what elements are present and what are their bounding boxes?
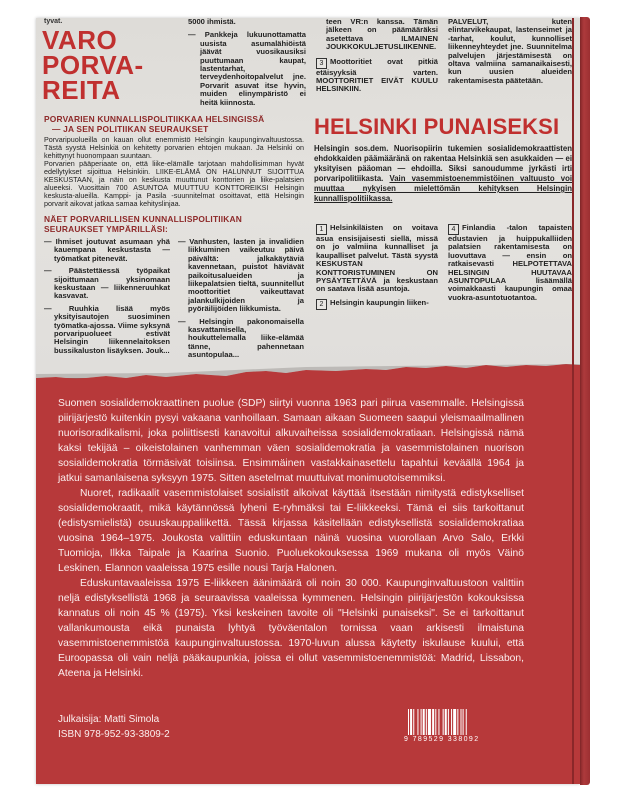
publisher-info bbox=[58, 712, 170, 742]
book-back-cover bbox=[36, 18, 580, 784]
headline-line: REITA bbox=[42, 75, 121, 105]
back-cover-description bbox=[58, 396, 524, 681]
clip-col4-text: PALVELUT, kuten elintarvikekaupat, lastenseimet ja -tarhat, koulut, kunnolliset liikenneyhteydet jne. Suunnitelma palvelujen järjestämisestä on oltava valmiina samanaikaisesti, kun uusien alueiden rakentamisesta päätetään. bbox=[448, 18, 572, 85]
clip-section2-right bbox=[178, 238, 304, 364]
barcode-bar bbox=[448, 709, 449, 735]
barcode-bar bbox=[426, 709, 427, 735]
clip-col-banks bbox=[188, 18, 306, 107]
barcode-bar bbox=[453, 709, 456, 735]
barcode-bar bbox=[410, 709, 412, 735]
section1-paragraph: Porvaripuolueilla on kauan ollut enemmistö Helsingin kaupunginvaltuustossa. Tästä syystä Helsinkiä on kehitetty porvarien ehtojen mukaan. Ja Helsinki on kehittynyt huonompaan suuntaan. bbox=[44, 135, 304, 160]
description-paragraph: Nuoret, radikaalit vasemmistolaiset sosialistit alkoivat käyttää itsestään nimitystä edistykselliset sosialidemokraatit, mikä käytännössä lyheni E-ryhmäksi tai E-liikkeeksi. Tämä ei siis tarkoittanut (edistysmielistä) osuuskauppaliikettä. Tässä kirjassa käsitellään edistyksellistä sosialidemokratiaa vuosina 1964–1975. Joukosta valittiin eduskuntaan näinä vuosina vuorollaan Arvo Salo, Erkki Tuomioja, Ilkka Taipale ja Kaarina Suonio. Puoluekokouksessa 1969 mukana oli myös Väinö Leskinen. Elannon vaaleissa 1975 esille nousi Tarja Halonen. bbox=[58, 488, 524, 574]
isbn: ISBN 978-952-93-3809-2 bbox=[58, 729, 170, 740]
barcode-bar bbox=[417, 709, 418, 735]
barcode-bar bbox=[463, 709, 464, 735]
book-spine bbox=[580, 17, 590, 785]
clip-col-3 bbox=[316, 18, 438, 94]
clip-col3-text: teen VR:n kanssa. Tämän jälkeen on päämääräksi asetettava ILMAINEN JOUKKOKULJETUSLIIKENNE. bbox=[326, 18, 438, 52]
clip-col-4 bbox=[448, 18, 572, 85]
barcode-bar bbox=[435, 709, 436, 735]
clip-bullet: — Päästettäessä työpaikat sijoittumaan yksinomaan keskustaan — liikenneruuhkat kasvavat. bbox=[44, 266, 170, 301]
barcode-bar bbox=[423, 709, 425, 735]
barcode-bar bbox=[438, 709, 439, 735]
description-paragraph: Suomen sosialidemokraattinen puolue (SDP) siirtyi vuonna 1963 pari piirua vasemmalle. Helsingissä piirijärjestö kuitenkin pysyi vakaana vanhoillaan. Samaan aikaan Suomeen saapui yleismaailmallinen nuorisoradikalismi, joka poliittisesti kanavoitui alkuvaiheissa sosialidemokratiaan. Helsingissä nämä kaksi tekijää – oikeistolainen vanhemman väen sosialidemokratia ja vasemmistolainen nuorison sosialidemokratia törmäsivät toisiinsa. Ensimmäinen vastakkainasettelu tapahtui keväällä 1964 ja jatkui samanlaisena syksyyn 1975. Sitten asetelmat muuttuivat monimuotoisemmiksi. bbox=[58, 398, 524, 484]
item-text: Moottoritiet ovat pitkiä etäisyyksiä varten. MOOTTORITIET EIVÄT KUULU HELSINKIIN. bbox=[316, 56, 438, 94]
clip-right-block bbox=[314, 114, 572, 204]
barcode-bar bbox=[451, 709, 452, 735]
headline-helsinki-punaiseksi: HELSINKI PUNAISEKSI bbox=[314, 114, 560, 139]
section1-heading bbox=[44, 114, 304, 134]
barcode-bar bbox=[428, 709, 431, 735]
clip-section-2 bbox=[44, 214, 304, 234]
clip-item-1 bbox=[316, 224, 438, 310]
description-paragraph: Eduskuntavaaleissa 1975 E-liikkeen äänimäärä oli noin 30 000. Kaupunginvaltuustoon valittiin neljä edistyksellistä 1968 ja seuraavissa vaaleissa kymmenen. Helsingin piirijärjestön kokouksissa kannatus oli noin 45 % (1975). Yksi keskeinen tavoite oli "Helsinki punaiseksi". Se ei tarkoittanut vallankumousta eikä punaista lyhtyä työväentalon tornissa vaan arkisesti ilmaistuna vasemmistoenemmistöä kaupunginvaltuustossa. 1970-luvun alussa käytetty iskulause kuului, että Euroopassa oli vain neljä pääkaupunkia, joissa ei ollut vasemmistoenemmistöä: Madrid, Lissabon, Ateena ja Helsinki. bbox=[58, 578, 524, 679]
barcode-bar bbox=[445, 709, 447, 735]
barcode-bar bbox=[443, 709, 444, 735]
section1-paragraph: Porvarien pääperiaate on, että liike-elämälle tarjotaan mahdollisimman hyvät edellytykset sijoittua Helsinkiin. LIIKE-ELÄMÄ ON HALUNNUT SIJOITTUA KESKUSTAAN, ja näin on keskusta muuttunut konttorien ja liike-palatsien alueeksi. Vuosittain 700 ASUNTOA MUUTTUU KONTTOREIKSI Helsingin keskusta-alueilla. Kamppi- ja Pasila -suunnitelmat osoittavat, että Helsingin porvarit aikovat jatkaa samaa kehityslinjaa. bbox=[44, 159, 304, 208]
barcode-bar bbox=[421, 709, 422, 735]
item-number-box: 1 bbox=[316, 224, 327, 235]
barcode-bar bbox=[408, 709, 409, 735]
item-number-box: 2 bbox=[316, 299, 327, 310]
item-text: Finlandia -talon tapaisten edustavien ja huippukalliiden palatsien rakentamisesta on luovuttava — ensin on ratkaisevasti HELPOTETTAVA HELSINGIN HUUTAVAA ASUNTOPULAA lisäämällä voimakkaasti kaupungin omaa vuokra-asuntotuotantoa. bbox=[448, 223, 572, 302]
clip-bullet: — Vanhusten, lasten ja invalidien liikkuminen vaikeutuu päivä päivältä: jalkakäytäviä kavennetaan, puistot häviävät paikoitusalueiden ja liikepalatsien tieltä, suunnitellut moottoritiet vaikeuttavat jalankulkijoiden ja pyöräilijöiden liikkumista. bbox=[178, 237, 304, 314]
heading-line: NÄET PORVARILLISEN KUNNALLISPOLITIIKAN bbox=[44, 214, 243, 224]
item-text: Helsinkiläisten on voitava asua ensisijaisesti siellä, missä on jo valmiina kunnalliset ja kaupalliset palvelut. Tästä syystä KESKUSTAN KONTTORISTUMINEN ON PYSÄYTETTÄVÄ ja keskustaan on saatava lisää asuntoja. bbox=[316, 223, 438, 294]
barcode-bar bbox=[413, 709, 414, 735]
headline-varo-porvareita bbox=[42, 25, 182, 105]
heading-line: — JA SEN POLITIIKAN SEURAUKSET bbox=[52, 124, 209, 134]
clip-fragment-left: tyvat. bbox=[44, 18, 63, 25]
heading-line: PORVARIEN KUNNALLISPOLITIIKKAA HELSINGISSÄ bbox=[44, 114, 265, 124]
item-number-box: 3 bbox=[316, 58, 327, 69]
clip-item-4 bbox=[448, 224, 572, 302]
clip-bullet: — Helsingin pakonomaisella kasvattamisella, houkuttelemalla liike-elämää tänne, pahennetaan asuntopulaa... bbox=[178, 316, 304, 360]
item-number-box: 4 bbox=[448, 224, 459, 235]
clip-bullet: — Ihmiset joutuvat asumaan yhä kauempana keskustasta — työmatkat pitenevät. bbox=[44, 237, 170, 263]
clip-section-1 bbox=[44, 114, 304, 208]
section2-heading bbox=[44, 214, 304, 234]
clip-section2-left bbox=[44, 238, 170, 359]
barcode-number: 9 789529 338092 bbox=[404, 736, 480, 743]
barcode-bar bbox=[432, 709, 434, 735]
barcode-bar bbox=[457, 709, 458, 735]
barcode-bar bbox=[461, 709, 462, 735]
clip-bullet-banks: — Pankkeja lukuunottamatta uusista asumalähiöistä jäävät vuosikausiksi puuttumaan kaupat, lastentarhat, terveydenhoitopalvelut jne. Porvarit asuvat itse hyvin, muiden elinympäristö ei heitä kiinnosta. bbox=[188, 30, 306, 107]
clip-item-2 bbox=[316, 299, 438, 310]
headline-line: PORVA- bbox=[42, 50, 144, 80]
clip-fragment-middle: 5000 ihmistä. bbox=[188, 18, 236, 26]
lead-underlined-text: Vain vasemmistoenemmistöinen valtuusto voi muuttaa nykyisen mielettömän kehityksen Helsingin kunnallispolitiikassa. bbox=[314, 174, 573, 203]
torn-paper-edge bbox=[36, 364, 580, 388]
heading-line: SEURAUKSET YMPÄRILLÄSI: bbox=[44, 224, 169, 234]
item-text: Helsingin kaupungin liiken- bbox=[330, 297, 429, 307]
clip-item-3 bbox=[316, 58, 438, 94]
lead-paragraph bbox=[314, 144, 572, 204]
headline-line: VARO bbox=[42, 25, 118, 55]
clip-bullet: — Ruuhkia lisää myös yksityisautojen suosiminen työmatka-ajossa. Viime syksynä porvaripuolueet estivät Helsingin liikennelaitoksen bussikaluston lisäyksen. Jouk... bbox=[44, 303, 170, 355]
newspaper-clipping bbox=[36, 18, 580, 378]
lead-text: Helsingin sos.dem. Nuorisopiirin tukemien sosialidemokraattisten ehdokkaiden päämääränä on rakentaa Helsinkiä sen asukkaiden — ei yksityisen pääoman — ehdoilla. Siksi sanoudumme jyrkästi irti porvaripolitiikasta. bbox=[314, 144, 572, 183]
barcode-bar bbox=[466, 709, 467, 735]
isbn-barcode bbox=[408, 709, 492, 735]
publisher-name: Julkaisija: Matti Simola bbox=[58, 714, 160, 725]
cover-hinge bbox=[572, 18, 574, 784]
